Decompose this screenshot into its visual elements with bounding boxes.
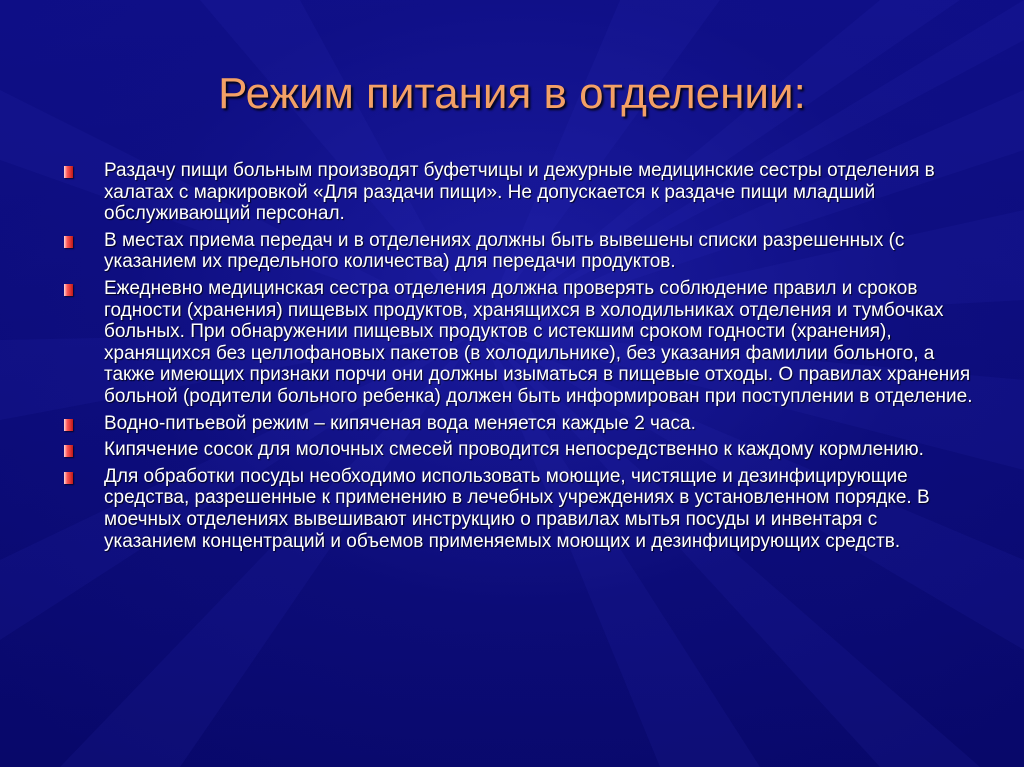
list-item xyxy=(64,278,974,408)
square-bullet-icon xyxy=(64,472,73,484)
bullet-text: В местах приема передач и в отделениях должны быть вывешены списки разрешенных (с указанием их предельного количества) для передачи продуктов. xyxy=(104,229,905,273)
bullet-text: Кипячение сосок для молочных смесей проводится непосредственно к каждому кормлению. xyxy=(104,439,924,461)
bullet-text: Ежедневно медицинская сестра отделения должна проверять соблюдение правил и сроков годности (хранения) пищевых продуктов, хранящихся в холодильниках отделения и тумбочках больных. При обнаружении пищевых продуктов с истекшим сроком годности (хранения), хранящихся без целлофановых пакетов (в холодильнике), без указания фамилии больного, а также имеющих признаки порчи они должны изыматься в пищевые отходы. О правилах хранения больной (родители больного ребенка) должен быть информирован при поступлении в отделение. xyxy=(104,277,973,407)
list-item xyxy=(64,230,974,273)
bullet-text: Водно-питьевой режим – кипяченая вода меняется каждые 2 часа. xyxy=(104,412,696,434)
square-bullet-icon xyxy=(64,419,73,431)
list-item xyxy=(64,439,974,461)
bullet-text: Для обработки посуды необходимо использовать моющие, чистящие и дезинфицирующие средства, разрешенные к применению в лечебных учреждениях в установленном порядке. В моечных отделениях вывешивают инструкцию о правилах мытья посуды и инвентаря с указанием концентраций и объемов применяемых моющих и дезинфицирующих средств. xyxy=(104,465,930,552)
slide-title: Режим питания в отделении: xyxy=(218,69,806,118)
square-bullet-icon xyxy=(64,284,73,296)
bullet-text: Раздачу пищи больным производят буфетчицы и дежурные медицинские сестры отделения в халатах с маркировкой «Для раздачи пищи». Не допускается к раздаче пищи младший обслуживающий персонал. xyxy=(104,160,935,225)
list-item xyxy=(64,413,974,435)
list-item xyxy=(64,160,974,225)
square-bullet-icon xyxy=(64,166,73,178)
square-bullet-icon xyxy=(64,445,73,457)
bullet-list xyxy=(64,160,974,557)
square-bullet-icon xyxy=(64,236,73,248)
list-item xyxy=(64,466,974,552)
